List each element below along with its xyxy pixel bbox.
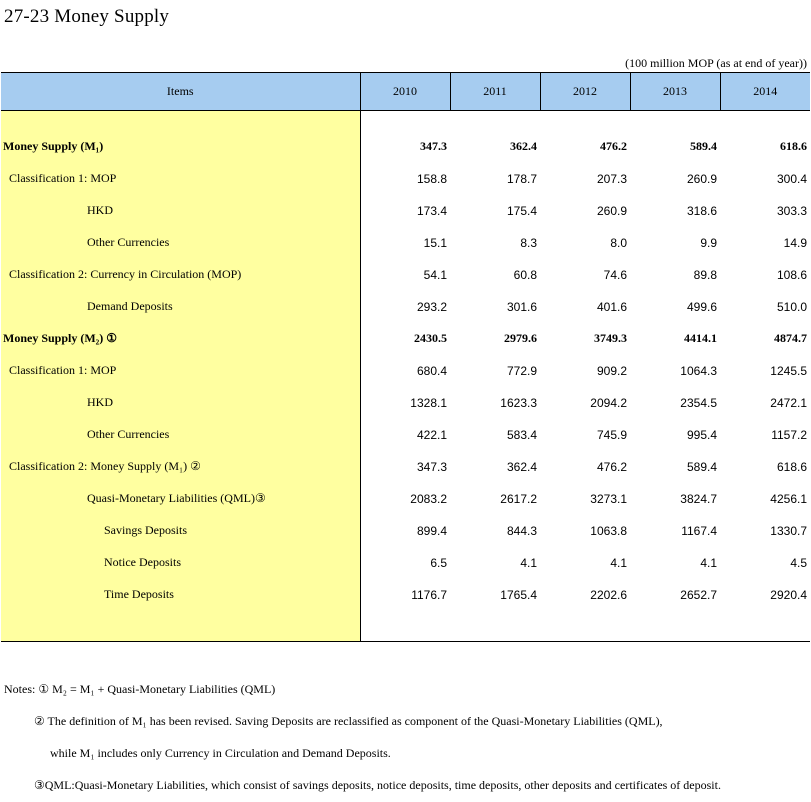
- row-label: Quasi-Monetary Liabilities (QML)③: [1, 483, 360, 515]
- value-cell: 618.6: [776, 459, 807, 474]
- value-cell: 772.9: [506, 363, 537, 378]
- value-cell: 4414.1: [684, 331, 717, 345]
- value-cell: 300.4: [776, 171, 807, 186]
- value-cell: 499.6: [686, 299, 717, 314]
- header-year: 2010: [360, 73, 450, 111]
- row-label: Classification 2: Money Supply (M₁) ②: [1, 451, 360, 483]
- table-row: [1, 195, 810, 227]
- value-cell: 476.2: [596, 459, 627, 474]
- value-cell: 8.3: [520, 235, 537, 250]
- value-cell: 303.3: [776, 203, 807, 218]
- table-row: [1, 515, 810, 547]
- spacer-cell: [450, 111, 540, 131]
- header-year: 2012: [540, 73, 630, 111]
- value-cell: 4.1: [700, 555, 717, 570]
- note-line: ② The definition of M₁ has been revised. Saving Deposits are reclassified as component of the Quasi-Monetary Liabilities (QML),: [34, 714, 663, 728]
- row-label: Money Supply (M₂) ①: [1, 323, 360, 355]
- value-cell: 1330.7: [770, 523, 807, 538]
- value-cell: 4.5: [790, 555, 807, 570]
- value-cell: 1328.1: [410, 395, 447, 410]
- header-year: 2014: [720, 73, 810, 111]
- value-cell: 589.4: [686, 459, 717, 474]
- value-cell: 2083.2: [410, 491, 447, 506]
- row-label: Other Currencies: [1, 419, 360, 451]
- value-cell: 583.4: [506, 427, 537, 442]
- value-cell: 1176.7: [411, 587, 447, 602]
- row-label: Time Deposits: [1, 579, 360, 611]
- value-cell: 4.1: [520, 555, 537, 570]
- table-body: [1, 111, 810, 642]
- value-cell: 74.6: [603, 267, 627, 282]
- value-cell: 6.5: [430, 555, 447, 570]
- table-row: [1, 227, 810, 259]
- value-cell: 745.9: [596, 427, 627, 442]
- row-label: Savings Deposits: [1, 515, 360, 547]
- header-year: 2013: [630, 73, 720, 111]
- spacer-row: [1, 111, 810, 131]
- value-cell: 362.4: [506, 459, 537, 474]
- value-cell: 4874.7: [774, 331, 807, 345]
- table-row: [1, 323, 810, 355]
- spacer-cell: [450, 611, 540, 642]
- value-cell: 899.4: [416, 523, 447, 538]
- table-row: [1, 579, 810, 611]
- row-label: Other Currencies: [1, 227, 360, 259]
- value-cell: 909.2: [596, 363, 627, 378]
- value-cell: 995.4: [686, 427, 717, 442]
- value-cell: 318.6: [686, 203, 717, 218]
- row-label: Notice Deposits: [1, 547, 360, 579]
- value-cell: 2979.6: [504, 331, 537, 345]
- value-cell: 1063.8: [590, 523, 627, 538]
- value-cell: 476.2: [600, 139, 627, 153]
- value-cell: 260.9: [596, 203, 627, 218]
- spacer-cell: [630, 111, 720, 131]
- value-cell: 2652.7: [680, 587, 717, 602]
- value-cell: 1157.2: [771, 427, 807, 442]
- table-row: [1, 387, 810, 419]
- value-cell: 510.0: [776, 299, 807, 314]
- value-cell: 2430.5: [414, 331, 447, 345]
- value-cell: 347.3: [416, 459, 447, 474]
- value-cell: 1245.5: [770, 363, 807, 378]
- value-cell: 2617.2: [500, 491, 537, 506]
- value-cell: 207.3: [596, 171, 627, 186]
- value-cell: 175.4: [506, 203, 537, 218]
- unit-note: (100 million MOP (as at end of year)): [625, 56, 807, 70]
- row-label: Classification 1: MOP: [1, 163, 360, 195]
- value-cell: 1765.4: [500, 587, 537, 602]
- value-cell: 9.9: [700, 235, 717, 250]
- value-cell: 60.8: [513, 267, 537, 282]
- row-label: Demand Deposits: [1, 291, 360, 323]
- value-cell: 158.8: [416, 171, 447, 186]
- table-row: [1, 547, 810, 579]
- value-cell: 2354.5: [680, 395, 717, 410]
- table-row: [1, 419, 810, 451]
- value-cell: 2472.1: [770, 395, 807, 410]
- value-cell: 3824.7: [680, 491, 717, 506]
- value-cell: 293.2: [416, 299, 447, 314]
- spacer-cell: [720, 611, 810, 642]
- spacer-cell: [540, 611, 630, 642]
- row-label: Classification 1: MOP: [1, 355, 360, 387]
- note-line: Notes: ① M₂ = M₁ + Quasi-Monetary Liabilities (QML): [4, 682, 276, 696]
- spacer-cell: [1, 611, 360, 642]
- value-cell: 422.1: [416, 427, 447, 442]
- header-items: Items: [1, 73, 360, 111]
- value-cell: 2202.6: [590, 587, 627, 602]
- table-row: [1, 291, 810, 323]
- table-row: [1, 131, 810, 163]
- value-cell: 108.6: [776, 267, 807, 282]
- spacer-cell: [360, 111, 450, 131]
- table-row: [1, 451, 810, 483]
- value-cell: 680.4: [416, 363, 447, 378]
- table-row: [1, 163, 810, 195]
- note-line: ③QML:Quasi-Monetary Liabilities, which consist of savings deposits, notice deposits, time deposits, other deposits and certificates of deposit.: [34, 778, 721, 792]
- table-row: [1, 259, 810, 291]
- value-cell: 3273.1: [590, 491, 627, 506]
- page-title: 27-23 Money Supply: [4, 6, 170, 27]
- value-cell: 3749.3: [594, 331, 627, 345]
- value-cell: 347.3: [420, 139, 447, 153]
- value-cell: 1167.4: [681, 523, 717, 538]
- value-cell: 4256.1: [770, 491, 807, 506]
- header-row: [1, 73, 810, 111]
- value-cell: 4.1: [610, 555, 627, 570]
- row-label: HKD: [1, 195, 360, 227]
- value-cell: 89.8: [693, 267, 717, 282]
- value-cell: 618.6: [780, 139, 807, 153]
- value-cell: 2920.4: [770, 587, 807, 602]
- value-cell: 589.4: [690, 139, 717, 153]
- row-label: Money Supply (M₁): [1, 131, 360, 163]
- value-cell: 15.1: [423, 235, 447, 250]
- spacer-cell: [360, 611, 450, 642]
- table-row: [1, 355, 810, 387]
- value-cell: 844.3: [506, 523, 537, 538]
- value-cell: 1064.3: [680, 363, 717, 378]
- value-cell: 54.1: [423, 267, 447, 282]
- value-cell: 2094.2: [590, 395, 627, 410]
- money-supply-table: [1, 72, 810, 642]
- row-label: Classification 2: Currency in Circulation (MOP): [1, 259, 360, 291]
- spacer-cell: [630, 611, 720, 642]
- value-cell: 14.9: [783, 235, 807, 250]
- value-cell: 362.4: [510, 139, 537, 153]
- value-cell: 401.6: [596, 299, 627, 314]
- header-year: 2011: [450, 73, 540, 111]
- spacer-cell: [1, 111, 360, 131]
- spacer-cell: [720, 111, 810, 131]
- row-label: HKD: [1, 387, 360, 419]
- value-cell: 301.6: [506, 299, 537, 314]
- value-cell: 178.7: [506, 171, 537, 186]
- value-cell: 173.4: [416, 203, 447, 218]
- spacer-row: [1, 611, 810, 642]
- value-cell: 8.0: [610, 235, 627, 250]
- value-cell: 1623.3: [500, 395, 537, 410]
- spacer-cell: [540, 111, 630, 131]
- table-row: [1, 483, 810, 515]
- note-line: while M₁ includes only Currency in Circulation and Demand Deposits.: [50, 746, 391, 760]
- value-cell: 260.9: [686, 171, 717, 186]
